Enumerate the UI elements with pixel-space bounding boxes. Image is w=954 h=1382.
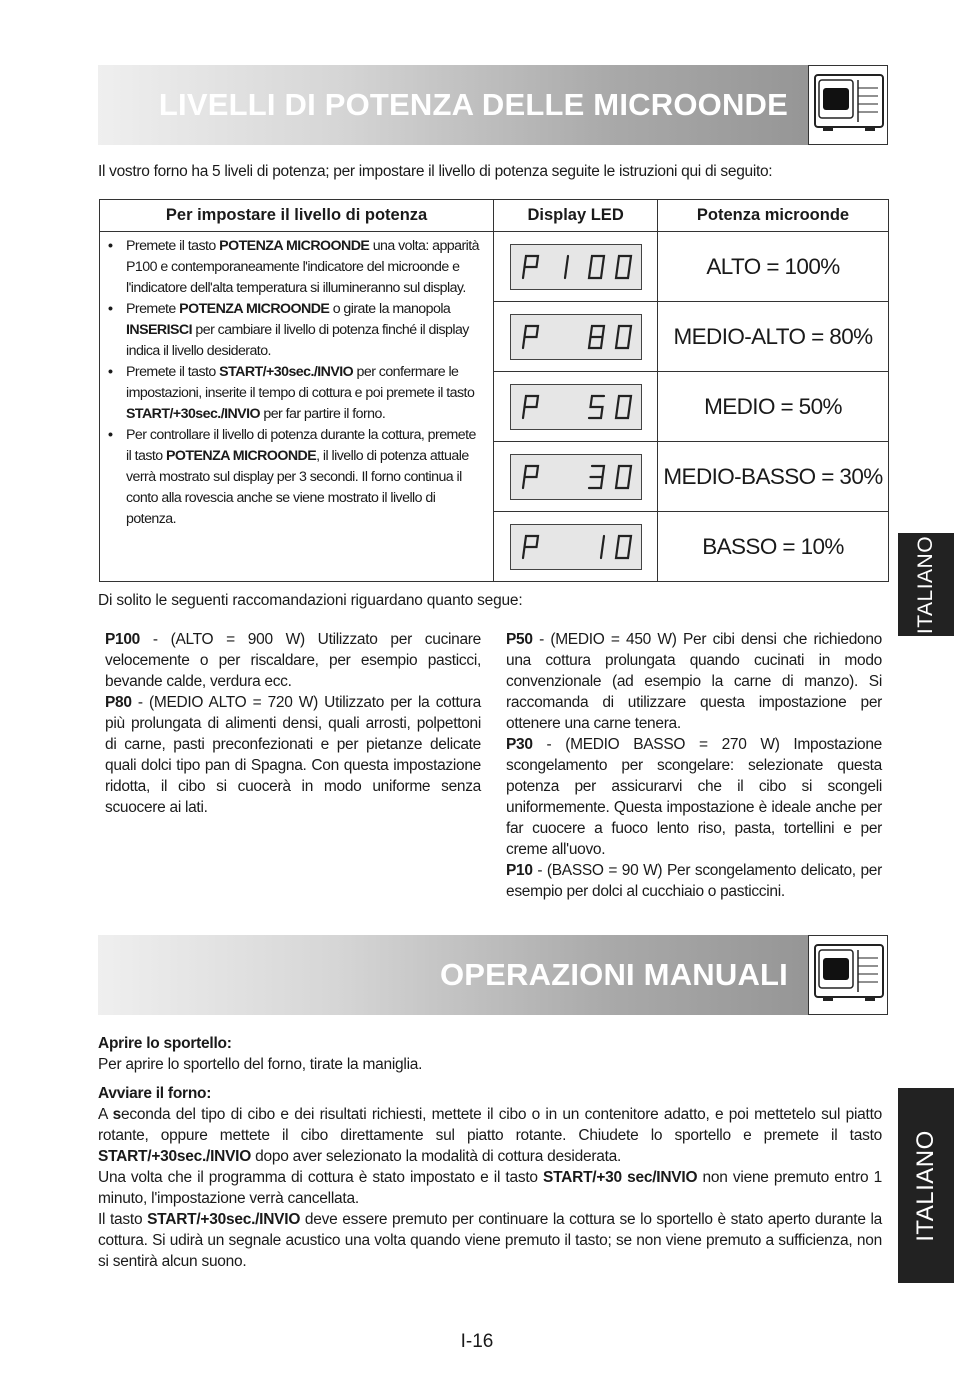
led-display-cell (494, 372, 658, 442)
led-display-p50 (510, 384, 642, 430)
led-display-cell (494, 232, 658, 302)
page-number: I-16 (460, 1331, 494, 1352)
microwave-icon (808, 65, 888, 145)
section-banner-power-levels (98, 65, 888, 145)
led-display-p30 (510, 454, 642, 500)
led-display-p80 (510, 314, 642, 360)
table-header-instructions: Per impostare il livello di potenza (100, 200, 494, 232)
language-tab-label: ITALIANO (912, 1129, 939, 1242)
intro-text: Il vostro forno ha 5 liveli di potenza; per impostare il livello di potenza seguite le istruzioni qui di seguito: (98, 163, 773, 180)
language-tab-label: ITALIANO (914, 535, 937, 634)
section-title: LIVELLI DI POTENZA DELLE MICROONDE (158, 87, 788, 122)
led-display-cell (494, 512, 658, 582)
section-title: OPERAZIONI MANUALI (439, 957, 788, 992)
open-door-section (98, 1033, 882, 1075)
led-display-cell (494, 442, 658, 512)
list-item: • Premete il tasto POTENZA MICROONDE una volta: apparità P100 e contemporaneamente l'indicatore del microonde e l'indicatore dell'alta temperatura si illumineranno sul display. (108, 236, 483, 299)
recommendations-left-column (105, 629, 481, 818)
recommendation-p100: P100 - (ALTO = 900 W) Utilizzato per cucinare velocemente o per riscaldare, per esempio pasticci, bevande calde, verdura ecc. (105, 631, 481, 690)
led-display-cell (494, 302, 658, 372)
start-oven-paragraph: A seconda del tipo di cibo e dei risultati richiesti, mettete il cibo o in un contenitore adatto, e poi mettetelo sul piatto rotante, oppure mettete il cibo direttamente sul piatto rotante. Chiudete lo sportello e premete il tasto START/+30sec./INVIO dopo aver selezionato la modalità di cottura desiderata. (98, 1106, 882, 1165)
recommendation-p30: P30 - (MEDIO BASSO = 270 W) Impostazione scongelamento per scongelare: selezionate questa potenza per assicurarvi che il cibo si scongeli uniformemente. Questa impostazione è ideale anche per far cuocere a fuoco lento riso, pasta, tortellini e per creme all'uovo. (506, 736, 882, 858)
table-header-power: Potenza microonde (658, 200, 889, 232)
led-display-p10 (510, 524, 642, 570)
led-display-p100 (510, 244, 642, 290)
instructions-cell (100, 232, 494, 582)
power-level-table (99, 199, 889, 582)
recommendation-p10: P10 - (BASSO = 90 W) Per scongelamento delicato, per esempio per dolci al cucchiaio o pasticcini. (506, 862, 882, 900)
table-header-display: Display LED (494, 200, 658, 232)
recommendation-p50: P50 - (MEDIO = 450 W) Per cibi densi che richiedono una cottura prolungata quando cucinati in modo convenzionale (ad esempio la carne di manzo). Si raccomanda di utilizzare questa impostazione per ottenere una carne tenera. (506, 631, 882, 732)
recommendations-right-column (506, 629, 882, 902)
power-cell: MEDIO-ALTO = 80% (658, 302, 889, 372)
language-tab (898, 1088, 954, 1283)
list-item: • Per controllare il livello di potenza durante la cottura, premete il tasto POTENZA MICROONDE, il livello di potenza attuale verrà mostrato sul display per 3 secondi. Il forno continua il conto alla rovescia anche se viene mostrato il livello di potenza. (108, 425, 483, 530)
open-door-heading: Aprire lo sportello: (98, 1035, 232, 1052)
list-item: • Premete POTENZA MICROONDE o girate la manopola INSERISCI per cambiare il livello di potenza finché il display indica il livello desiderato. (108, 299, 483, 362)
section-banner-manual-operations (98, 935, 888, 1015)
power-cell: MEDIO-BASSO = 30% (658, 442, 889, 512)
microwave-icon (808, 935, 888, 1015)
language-tab (898, 533, 954, 636)
power-cell: ALTO = 100% (658, 232, 889, 302)
start-oven-paragraph: Il tasto START/+30sec./INVIO deve essere premuto per continuare la cottura se lo sportello è stato aperto durante la cottura. Si udirà un segnale acustico una volta quando viene premuto il tasto; se non viene premuto a sufficienza, non si sentirà alcun suono. (98, 1211, 883, 1270)
recommendation-p80: P80 - (MEDIO ALTO = 720 W) Utilizzato per la cottura più prolungata di alimenti densi, quali arrosti, polpettoni di carne, pasti preconfezionati e per pietanze delicate quali dolci tipo pan di Spagna. Con questa impostazione ridotta, il cibo si cuocerà in modo uniforme senza scuocere ai lati. (105, 694, 481, 816)
recommendations-intro: Di solito le seguenti raccomandazioni riguardano quanto segue: (98, 592, 523, 609)
start-oven-section (98, 1083, 882, 1272)
list-item: • Premete il tasto START/+30sec./INVIO per confermare le impostazioni, inserite il tempo di cottura e poi premete il tasto START/+30sec./INVIO per far partire il forno. (108, 362, 483, 425)
start-oven-paragraph: Una volta che il programma di cottura è stato impostato e il tasto START/+30 sec/INVIO non viene premuto entro 1 minuto, l'impostazione verrà cancellata. (98, 1169, 882, 1207)
power-cell: BASSO = 10% (658, 512, 889, 582)
open-door-text: Per aprire lo sportello del forno, tirate la maniglia. (98, 1056, 423, 1073)
start-oven-heading: Avviare il forno: (98, 1085, 212, 1102)
power-cell: MEDIO = 50% (658, 372, 889, 442)
